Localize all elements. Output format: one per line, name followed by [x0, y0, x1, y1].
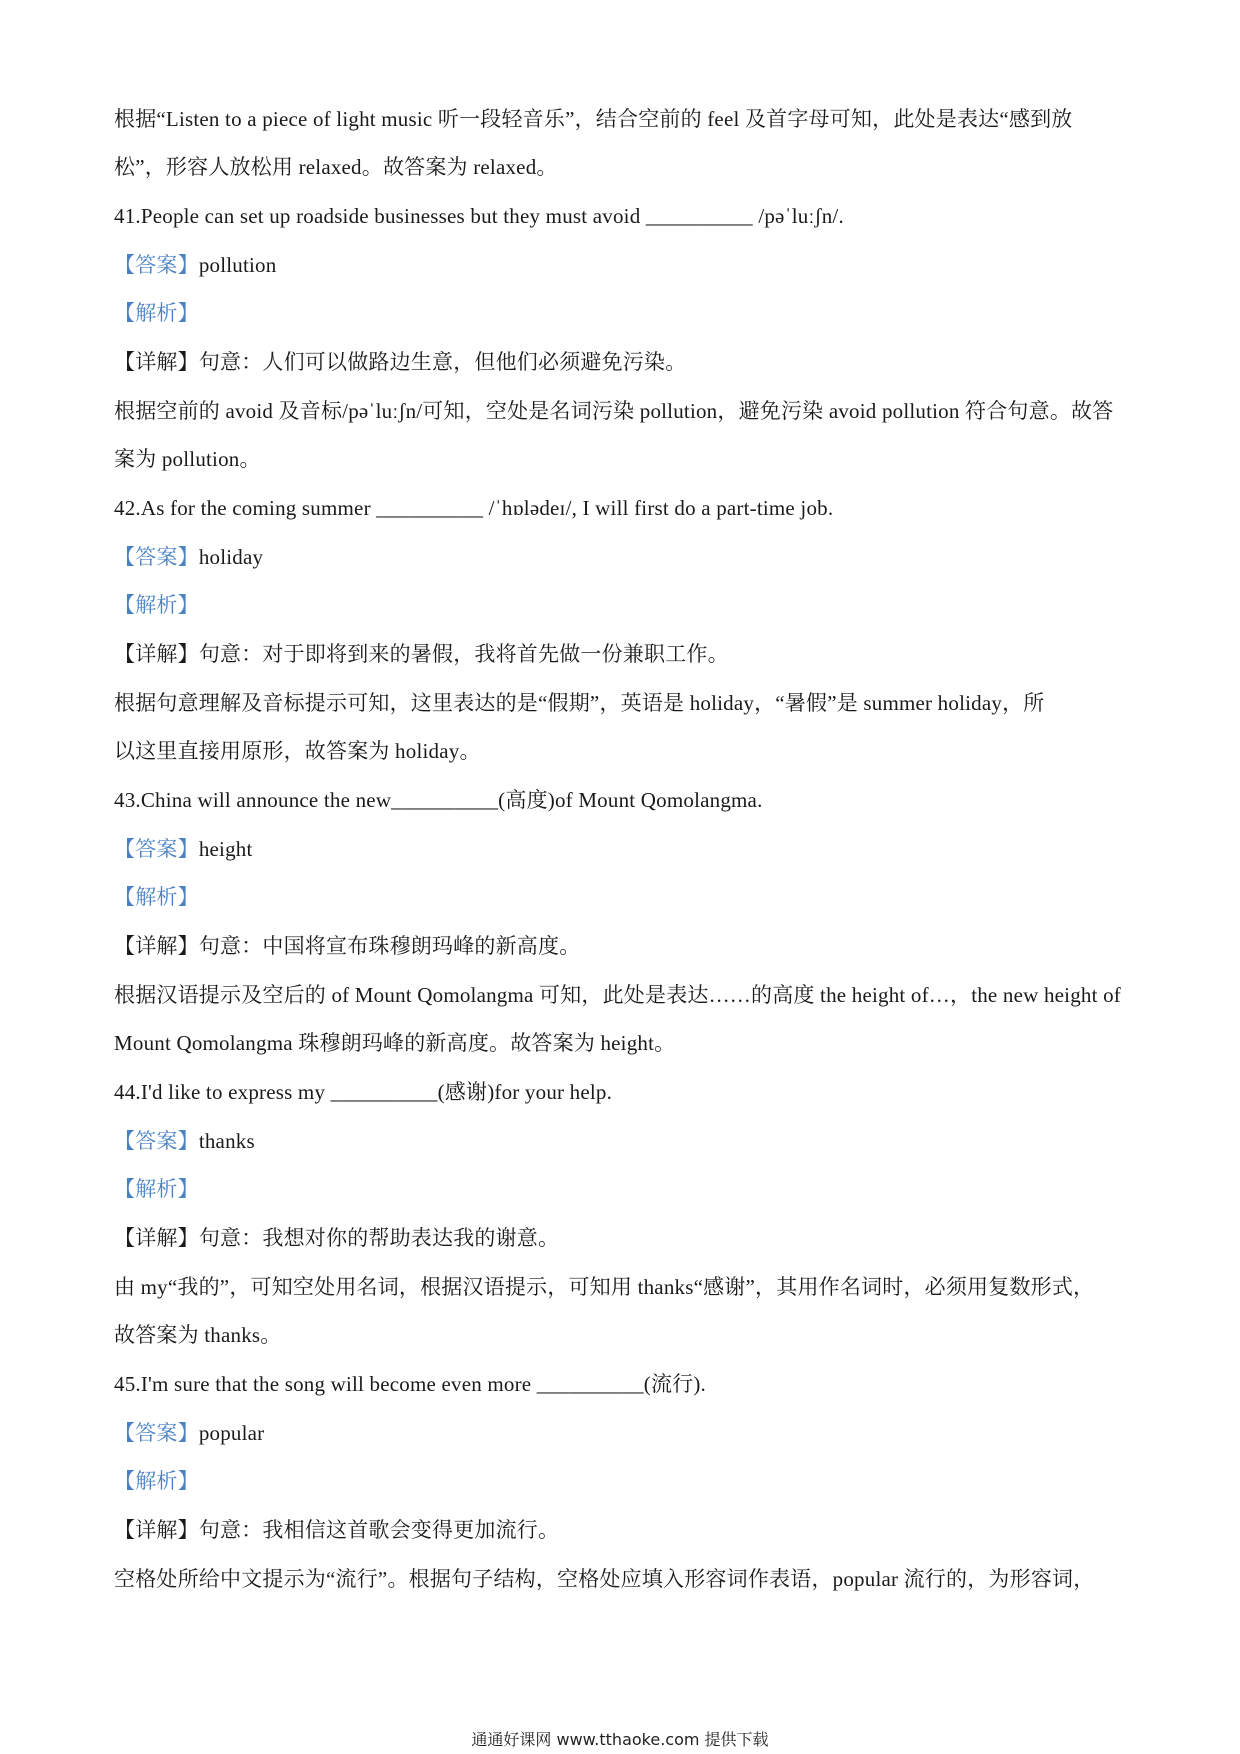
- question-44: 44.I'd like to express my __________(感谢)for your help.: [114, 1080, 613, 1104]
- paragraph-line: 根据“Listen to a piece of light music 听一段轻音乐”，结合空前的 feel 及首字母可知，此处是表达“感到放: [114, 107, 1073, 131]
- answer-42: [114, 542, 1140, 572]
- detail-45: 【详解】句意：我相信这首歌会变得更加流行。: [114, 1518, 560, 1542]
- detail-tag: 【详解】: [114, 1226, 199, 1250]
- answer-value: holiday: [198, 545, 264, 569]
- detail-tag: 【详解】: [114, 350, 199, 374]
- paragraph-line: 以这里直接用原形，故答案为 holiday。: [114, 739, 481, 763]
- answer-41: [114, 250, 1140, 280]
- answer-tag: 【答案】: [114, 253, 199, 277]
- answer-tag: 【答案】: [114, 545, 199, 569]
- answer-45: [114, 1418, 1140, 1448]
- detail-42: 【详解】句意：对于即将到来的暑假，我将首先做一份兼职工作。: [114, 642, 729, 666]
- answer-tag: 【答案】: [114, 837, 199, 861]
- paragraph-line: 故答案为 thanks。: [114, 1323, 282, 1347]
- question-41: 41.People can set up roadside businesses but they must avoid __________ /pəˈluːʃn/.: [114, 204, 844, 228]
- page-footer: 通通好课网 www.tthaoke.com 提供下载: [471, 1730, 769, 1749]
- analysis-tag-44: 【解析】: [114, 1177, 199, 1201]
- analysis-tag-43: 【解析】: [114, 885, 199, 909]
- answer-value: pollution: [198, 253, 277, 277]
- answer-value: height: [198, 837, 253, 861]
- detail-tag: 【详解】: [114, 642, 199, 666]
- answer-tag: 【答案】: [114, 1421, 199, 1445]
- detail-44: 【详解】句意：我想对你的帮助表达我的谢意。: [114, 1226, 560, 1250]
- answer-value: popular: [198, 1421, 265, 1445]
- question-45: 45.I'm sure that the song will become even more __________(流行).: [114, 1372, 707, 1396]
- detail-tag: 【详解】: [114, 934, 199, 958]
- paragraph-line: 由 my“我的”，可知空处用名词，根据汉语提示，可知用 thanks“感谢”，其用作名词时，必须用复数形式，: [114, 1275, 1095, 1299]
- answer-tag: 【答案】: [114, 1129, 199, 1153]
- detail-43: 【详解】句意：中国将宣布珠穆朗玛峰的新高度。: [114, 934, 581, 958]
- paragraph-line: 根据句意理解及音标提示可知，这里表达的是“假期”，英语是 holiday，“暑假”是 summer holiday，所: [114, 691, 1045, 715]
- paragraph-line: 空格处所给中文提示为“流行”。根据句子结构，空格处应填入形容词作表语，popular 流行的，为形容词，: [114, 1567, 1095, 1591]
- analysis-tag-41: 【解析】: [114, 301, 199, 325]
- paragraph-line: 案为 pollution。: [114, 447, 261, 471]
- paragraph-line: 根据汉语提示及空后的 of Mount Qomolangma 可知，此处是表达……的高度 the height of…，the new height of: [114, 983, 1121, 1007]
- paragraph-line: 松”，形容人放松用 relaxed。故答案为 relaxed。: [114, 155, 558, 179]
- detail-41: 【详解】句意：人们可以做路边生意，但他们必须避免污染。: [114, 350, 687, 374]
- answer-44: [114, 1126, 1140, 1156]
- analysis-tag-45: 【解析】: [114, 1469, 199, 1493]
- answer-43: [114, 834, 1140, 864]
- analysis-tag-42: 【解析】: [114, 593, 199, 617]
- question-43: 43.China will announce the new__________(高度)of Mount Qomolangma.: [114, 788, 763, 812]
- question-42: 42.As for the coming summer __________ /ˈhɒlədeɪ/, I will first do a part-time job.: [114, 496, 834, 520]
- paragraph-line: 根据空前的 avoid 及音标/pəˈluːʃn/可知，空处是名词污染 pollution，避免污染 avoid pollution 符合句意。故答: [114, 399, 1114, 423]
- detail-tag: 【详解】: [114, 1518, 199, 1542]
- answer-value: thanks: [198, 1129, 255, 1153]
- paragraph-line: Mount Qomolangma 珠穆朗玛峰的新高度。故答案为 height。: [114, 1031, 676, 1055]
